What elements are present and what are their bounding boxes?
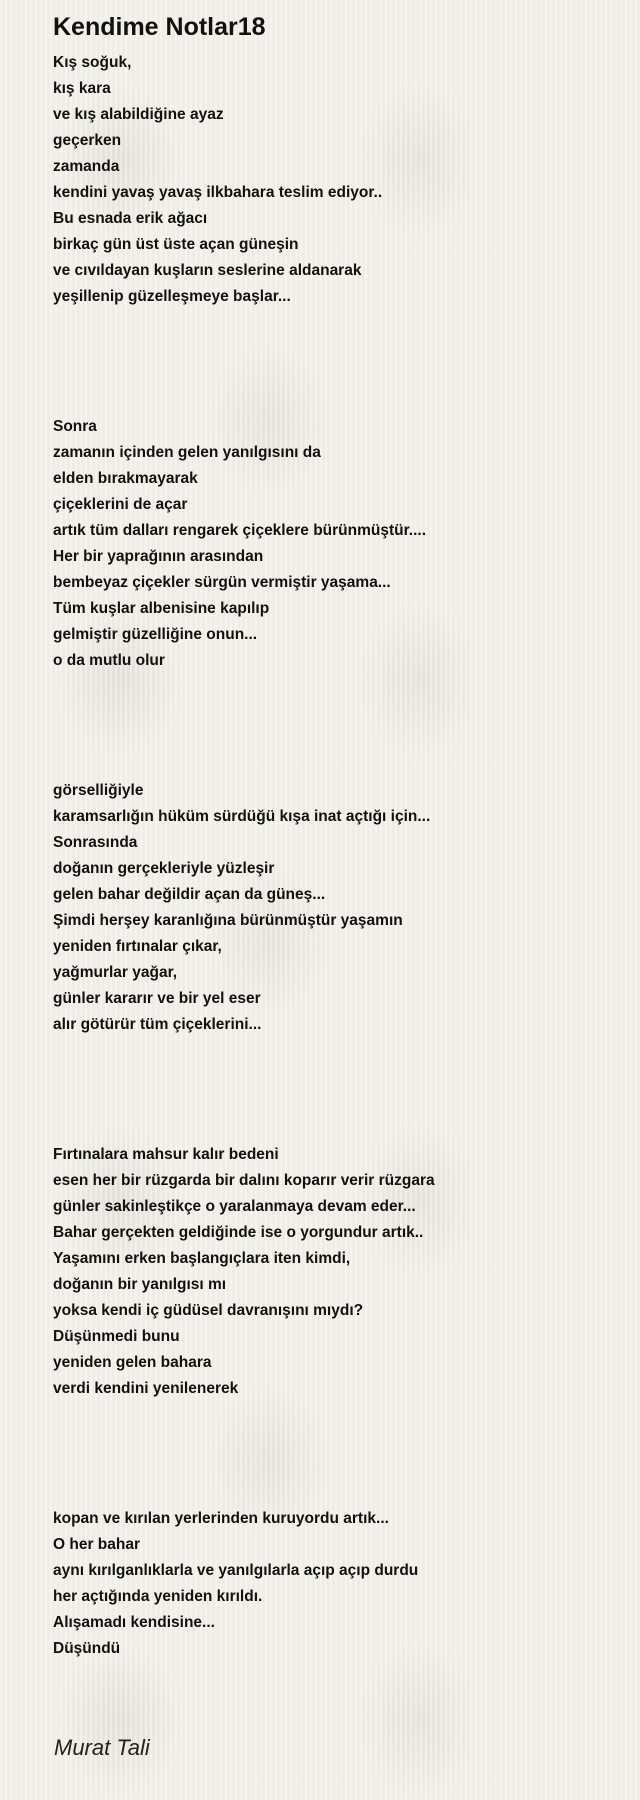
poem-line: o da mutlu olur — [53, 652, 165, 669]
poem-line: Yaşamını erken başlangıçlara iten kimdi, — [53, 1250, 351, 1267]
poem-line: ve cıvıldayan kuşların seslerine aldanarak — [53, 262, 362, 279]
poem-line: zamanın içinden gelen yanılgısını da — [53, 444, 321, 461]
poem-line: yeşillenip güzelleşmeye başlar... — [53, 288, 291, 305]
stanza-3 — [53, 778, 613, 1038]
stanza-4 — [53, 1142, 613, 1402]
poem-line: verdi kendini yenilenerek — [53, 1380, 239, 1397]
poem-line: Alışamadı kendisine... — [53, 1614, 215, 1631]
poem-line: doğanın bir yanılgısı mı — [53, 1276, 227, 1293]
poem-line: O her bahar — [53, 1536, 140, 1553]
poem-line: Fırtınalara mahsur kalır bedeni — [53, 1146, 279, 1163]
poem-line: her açtığında yeniden kırıldı. — [53, 1588, 263, 1605]
poem-line: doğanın gerçekleriyle yüzleşir — [53, 860, 275, 877]
poem-line: Bu esnada erik ağacı — [53, 210, 208, 227]
poem-line: yoksa kendi iç güdüsel davranışını mıydı? — [53, 1302, 364, 1319]
poem-line: Her bir yaprağının arasından — [53, 548, 264, 565]
poem-line: Düşünmedi bunu — [53, 1328, 180, 1345]
poem-line: yeniden gelen bahara — [53, 1354, 212, 1371]
stanza-5 — [53, 1506, 613, 1662]
poem-line: Sonra — [53, 418, 97, 435]
poem-author: Murat Tali — [54, 1735, 150, 1760]
poem-line: günler kararır ve bir yel eser — [53, 990, 261, 1007]
poem-line: görselliğiyle — [53, 782, 144, 799]
stanza-gap — [53, 674, 613, 778]
stanza-gap — [53, 1038, 613, 1142]
poem-line: günler sakinleştikçe o yaralanmaya devam eder... — [53, 1198, 416, 1215]
poem-line: Bahar gerçekten geldiğinde ise o yorgundur artık.. — [53, 1224, 424, 1241]
poem-line: kopan ve kırılan yerlerinden kuruyordu artık... — [53, 1510, 389, 1527]
poem-line: ve kış alabildiğine ayaz — [53, 106, 224, 123]
poem-line: karamsarlığın hüküm sürdüğü kışa inat açtığı için... — [53, 808, 431, 825]
poem-line: Kış soğuk, — [53, 54, 132, 71]
poem-line: Şimdi herşey karanlığına bürünmüştür yaşamın — [53, 912, 403, 929]
poem-page — [53, 10, 613, 1662]
poem-line: Düşündü — [53, 1640, 121, 1657]
poem-line: elden bırakmayarak — [53, 470, 198, 487]
poem-line: Sonrasında — [53, 834, 138, 851]
poem-line: gelmiştir güzelliğine onun... — [53, 626, 258, 643]
poem-line: gelen bahar değildir açan da güneş... — [53, 886, 326, 903]
poem-line: aynı kırılganlıklarla ve yanılgılarla açıp açıp durdu — [53, 1562, 419, 1579]
poem-line: zamanda — [53, 158, 120, 175]
poem-line: Tüm kuşlar albenisine kapılıp — [53, 600, 270, 617]
poem-line: bembeyaz çiçekler sürgün vermiştir yaşama... — [53, 574, 391, 591]
poem-line: çiçeklerini de açar — [53, 496, 188, 513]
poem-line: esen her bir rüzgarda bir dalını koparır verir rüzgara — [53, 1172, 435, 1189]
stanza-1 — [53, 50, 613, 310]
poem-line: birkaç gün üst üste açan güneşin — [53, 236, 299, 253]
stanza-gap — [53, 310, 613, 414]
poem-line: artık tüm dalları rengarek çiçeklere bürünmüştür.... — [53, 522, 426, 539]
stanza-gap — [53, 1402, 613, 1506]
poem-line: alır götürür tüm çiçeklerini... — [53, 1016, 262, 1033]
poem-line: kış kara — [53, 80, 111, 97]
poem-line: yağmurlar yağar, — [53, 964, 178, 981]
poem-title: Kendime Notlar18 — [53, 13, 266, 41]
poem-line: yeniden fırtınalar çıkar, — [53, 938, 222, 955]
poem-line: kendini yavaş yavaş ilkbahara teslim ediyor.. — [53, 184, 383, 201]
poem-line: geçerken — [53, 132, 122, 149]
stanza-2 — [53, 414, 613, 674]
